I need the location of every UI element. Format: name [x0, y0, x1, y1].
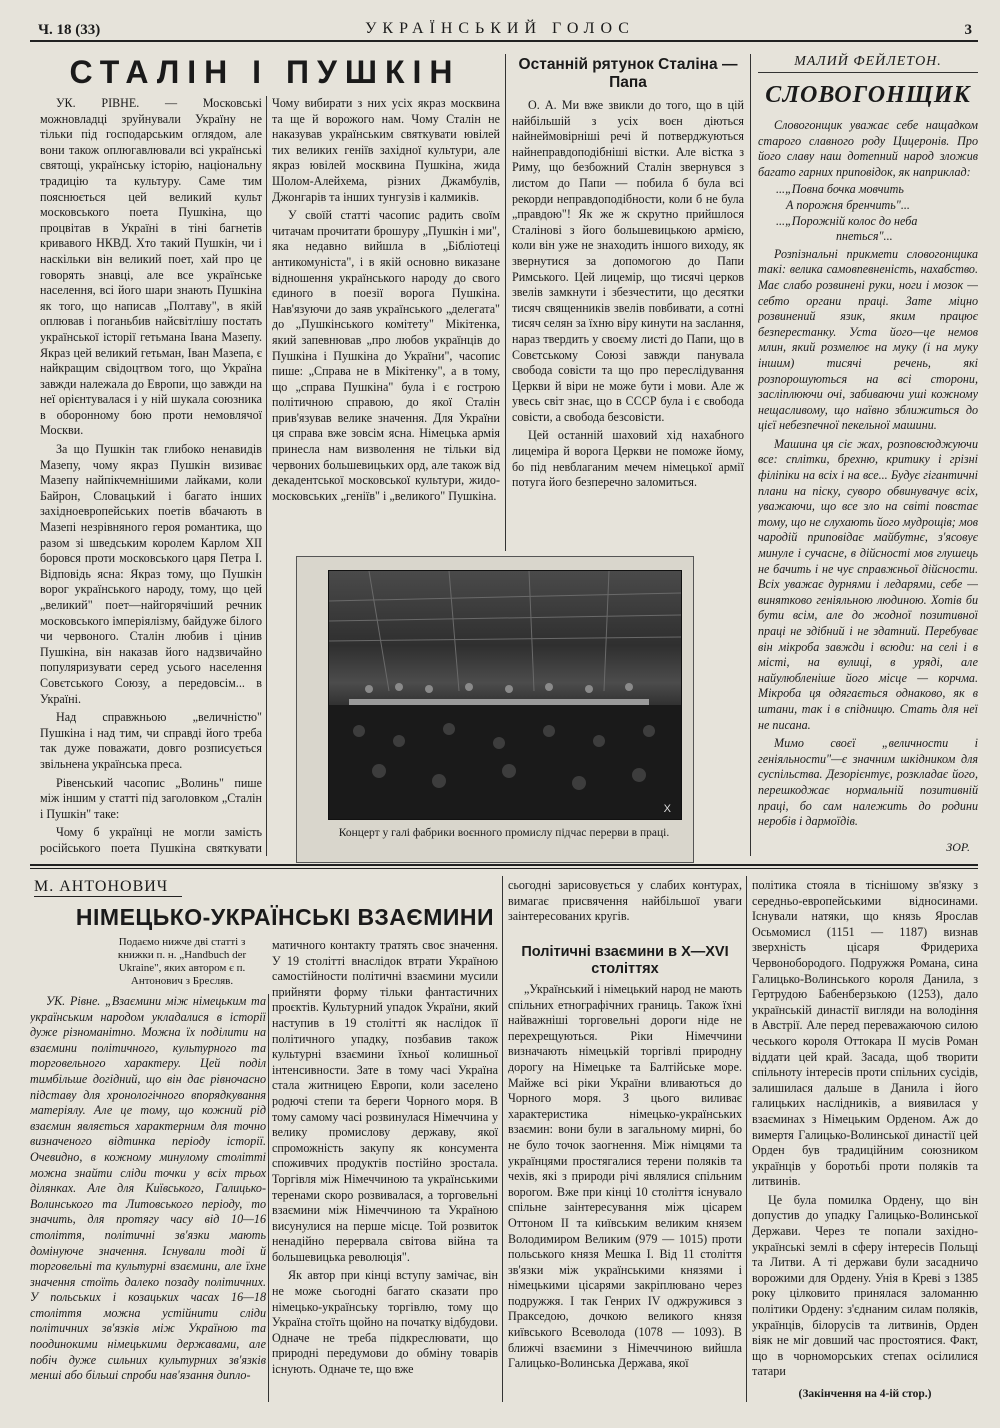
photo-mark: X	[663, 803, 671, 815]
paragraph: Мимо своєї „величности і геніяльности"—є значним шкідником для суспільства. Дезорієнтує, розкладає його, перешкоджає нормальній позитивній праці, бо сам належить до родини неробів і дармоїдів.	[758, 736, 978, 829]
sayings	[758, 182, 978, 244]
photo-illustration	[329, 571, 681, 819]
section-rule	[30, 864, 978, 866]
feuilleton-body	[758, 118, 978, 853]
relations-col3-top	[508, 878, 742, 926]
saying-line: ...„Повна бочка мовчить	[776, 182, 904, 197]
saying-line: А порожня бренчить"...	[786, 197, 910, 212]
paragraph: Чому вибирати з них усіх якраз москвина та ще й ворожого нам. Чому Сталін не наказував українським святкувати ювілей тих великих геніїв західної культури, але якраз ювілей москвина Пушкіна, жида Шолом-Алейхема, різних Джамбулів, Джонгарів та інших тунгузів і калмиків.	[272, 96, 500, 204]
paragraph: „Український і німецький народ не мають спільних етнографічних границь. Також їхні найважніші торговельні дороги ніде не перехрещуються. Ріки Німеччини визначають німецькій торгівлі природну дорогу на Німецьке та Балтійське море. Майже всі ріки України вливаються до Чорного моря. З цього виливає характеристика німецько-українських взаємин: вони були в загальному мирні, бо не було точок заогнення. Між німцями та українцями простягалися терени поляків та чехів, які з природи річі являлися спільним ворогом. Вже при кінці 10 століття існувало спільне заінтересування між цісарем Оттоном II та київським великим князем Володимиром Великим (979 — 1015) проти польського князя Мешка I. Від 11 століття зв'язки між українськими князями і німецькими цісарями закріплювано через подружжя. І так Генрих IV оджружився з Пракседою, дочкою великого князя київського Всеволода (1078 — 1093). В ближчі взаємини з Німеччиною вийшла Галицько-Волинська Держава, якої	[508, 982, 742, 1371]
column-divider	[750, 54, 751, 856]
column-divider	[266, 96, 267, 856]
feuilleton-signature: ЗОР.	[946, 840, 970, 854]
page-number: 3	[964, 22, 972, 38]
paragraph: Як автор при кінці вступу замічає, він не може сьогодні багато сказати про німецько-українську торгівлю, тому що Україна стоїть щойно на початку відбудови. Одначе не треба підкреслювати, що природні передумови до обміну товарів існують. Одначе те, що вже	[272, 1268, 498, 1377]
paragraph: Це була помилка Ордену, що він допустив до упадку Галицько-Волинської Держави. Через те попали західно-українські землі в сферу інтересів Польщі та Литви. А ті держави були засадничо ворожими для Ордену. Унія в Креві з 1385 року цілковито принялася заломанню політики Ордену: з'єднаним силам поляків, українців, білорусів та литвинів, Орден віяк не міг довший час простоятися. Факт, що в чорноморських степах осілилися татари	[752, 1192, 978, 1379]
paragraph: Цей останній шаховий хід нахабного лицеміра й ворога Церкви не поможе йому, бо під невблаганим мечем німецької армії потуга його безперечно заломиться.	[512, 428, 744, 490]
header-rule	[30, 40, 978, 42]
stalin-pushkin-col1	[40, 96, 262, 856]
last-rescue-body	[512, 98, 744, 552]
issue-number: Ч. 18 (33)	[38, 22, 101, 38]
paragraph: УК. Рівне. „Взаємини між німецьким та українським народом укладалися в історії дуже різноманітно. Можна їх поділити на взаємини політичного, культурного та торговельного характеру. Цей поділ тимбільше догідний, що він дає рівночасно підставу для хронологічного впорядкування матеріялу. Але це тому, що кожний рід взаємин являється характерним для точно визначеного відтинка періоду історії. Очевидно, в кожному минулому столітті можна знайти сліди точки у всіх трьох ділянках. Але для Київського, Галицько-Волинського та Литовського періоду, то значить, для протягу часу від 10—16 століття, політичні зв'язки мають домінуюче значення. Існували тоді й торговельні та культурні взаємини, але їхне значення стоїть далеко позаду політичних. У польських і козацьких часах 16—18 століття можна устійнити сліди політичних зв'язків між Україною та поодинокими німецькими державами, але побіч дуже сильних культурних зв'язків менші або більші спроби нав'язання дипло-	[30, 994, 266, 1383]
paragraph: Рівенський часопис „Волинь" пише між іншим у статті під заголовком „Сталін і Пушкін" таке:	[40, 775, 262, 821]
section-rule	[30, 868, 978, 869]
photo-caption: Концерт у галі фабрики воєнного промислу підчас перерви в праці.	[338, 827, 670, 839]
relations-col2	[272, 938, 498, 1402]
paragraph: Чому б українці не могли замість російського поета Пушкіна святкувати	[40, 825, 262, 855]
paragraph: У своїй статті часопис радить своїм читачам прочитати брошуру „Пушкін і ми", яка недавно вийшла в „Бібліотеці антикомуніста", і в якій основно виказане відношення українського народу до свого єдиного в поезії ворога Пушкіна. Нав'язуючи до заяв українського „делегата" до „Пушкінського комітету" Мікітенка, який запевнював „про любов українців до Пушкіна і Пушкіна до України", часопис пише: „Справа не в Мікітенку", а в тому, що „справа Пушкіна" була і є гострою політичною справою, до якої Сталін прив'язував велике значення. Для України ця справа вже зовсім ясна. Німецька армія принесла нам визволення не тільки від червоних большевицьких орд, але також від декадентської московської культури, жидо-московських „геніїв" і „великого" Пушкіна.	[272, 208, 500, 503]
paragraph: УК. РІВНЕ. — Московські можновладці зруйнували Україну не тільки під господарським оглядом, але вони також оплюгавлювали всі українські святощі, українську історію, національну традицію та культуру. Саме тим пояснюється цей великий культ московського поета Пушкіна, що процвітав в Україні в тіні багнетів кривавого НКВД. Хто такий Пушкін, чи і наскільки він великий поет, хай про це говорять знавці, але все українське населення, всі його шари знають Пушкіна як того, що написав „Полтаву", в якій оплював і поганьбив найсвітлішу постать української історії гетьмана Івана Мазепу. Якраз цей великий гетьман, Іван Мазепа, є найкращим свідоцтвом того, що Україна завжди належала до Европи, що завжди на неї орієнтувалася і у ній шукала союзника в оборонному бою проти немовлячої Москви.	[40, 96, 262, 438]
paper-name: УКРАЇНСЬКИЙ ГОЛОС	[365, 20, 635, 37]
concert-photo	[328, 570, 682, 820]
paragraph: За що Пушкін так глибоко ненавидів Мазепу, чому якраз Пушкін визиває Мазепу найпікчемнішими лайками, коли Байрон, Словацький і багато інших західноевропейських поетів вбачають в Мазепі незрівняного героя романтика, що разом зі шведським королем Карлом XII боровся проти московського царя Петра І. Відповідь ясна: Якраз тому, що Пушкін ворог українського народу, тому, що цей „великий" поет—найгорячіший речник московського імперіялізму, байдуже білого чи червоного. Сталін любив і цінив Пушкіна, він наказав його надзвичайно популяризувати серед усього населення Совєтського Союзу, а передовсім... в Україні.	[40, 442, 262, 706]
continued-note: (Закінчення на 4-ій стор.)	[798, 1388, 932, 1400]
paragraph: сьогодні зарисовується у слабих контурах, вимагає присвячення найбільшої уваги заінтересованих кругів.	[508, 878, 742, 924]
paragraph: Машина ця сіє жах, розповсюджуючи все: сплітки, брехню, критику і грізні філіпіки на всіх і на все... Будує гігантичні плани на піску, суворо обвинувачує всіх, уважаючи, що все зло на світі повстає тому, що не слухають його мудрощів; мов чародій приповідає майбутнє, з'ясовує минуле і сучасне, в дійсності мов глушець не бачить і не чує справжньої дійсности. Всіх уважає дурнями і ледарями, себе — винятково геніяльною людиною. Хотів би бути всім, але до жодної позитивної праці не здібний і не здатний. Перебуває він мікроба завжди і всюди: на селі і в місті, на вулиці, в уряді, але найулюбленіше його місце — корчма. Мікроба ця одягається однаково, як в штани, так і в спідницю. Стать для неї не писана.	[758, 436, 978, 732]
column-divider	[268, 994, 269, 1402]
paragraph: О. А. Ми вже звикли до того, що в цій найбільшій з усіх воєн діються найнеймовірніші речі й потверджуються найнеправдоподібніші вістки. Але вістка з Риму, що безбожний Сталін звернувся з листом до Папи — побила б була всі рекорди неправдоподібности, коли б не була „правдою"! Як же ж скрутно прийшлося Сталінові з його большевицькою армією, коли він уже не знаходить іншого виходу, як звернутися за допомогою до Папи Римського. Цей лицемір, що тисячі церков звелів замкнути і збезчестити, що десятки тисяч священників звелів повбивати, а сотні тисяч селян за їхню віру кинути на заслання, нараз твердить у своєму листі до Папи, що в Совєтському Союзі завжди панувала свобода совісти та що про переслідування Церкви й віри не може бути і мови. Але ж увесь світ знає, що в СССР була і є свобода совісти, а свобода безсовісти.	[512, 98, 744, 424]
stalin-pushkin-title: СТАЛІН І ПУШКІН	[69, 54, 461, 90]
paragraph: Над справжньою „величністю" Пушкіна і над тим, чи справді його треба так дуже поважати, довго розписується звільнена українська преса.	[40, 710, 262, 771]
saying-line: ...„Порожній колос до неба	[776, 213, 918, 228]
feuilleton-title: СЛОВОГОНЩИК	[765, 82, 971, 108]
column-divider	[502, 876, 503, 1402]
relations-author: М. АНТОНОВИЧ	[34, 878, 182, 897]
paragraph: Словогонщик уважає себе нащадком старого славного роду Цицеронів. Про його славу наш дотепний народ зложив багато гарних приповідок, як наприклад:	[758, 118, 978, 179]
feuilleton-kicker: МАЛИЙ ФЕЙЛЕТОН.	[758, 54, 978, 73]
relations-note: Подаємо нижче дві статті з книжки п. н. „Handbuch der Ukraine", яких автором є п. Антонович з Бресляв.	[117, 936, 247, 987]
paragraph: матичного контакту тратять своє значення. У 19 столітті внаслідок втрати Україною самостійности політичні взаємини мусили прийняти форму тільки фантастичних проєктів. Культурний упадок України, який наступив в 19 столітті як наслідок її політичного упадку, позбавив також культурні взаємини їхньої колишньої інтенсивности. Зате в тому часі Україна стала житницею Европи, коли заселено родючі степи та береги Чорного моря. В тому самому часі розвинулася Німеччина у велику промислову державу, якої спроможність закупу як консумента споживчих продуктів постійно зростала. Торгівля між Німеччиною та українськими теренами скоро розвивалася, а торговельні взаємини між Німеччиною та Україною висунулися на перше місце. Той розвиток ненадійно перервала світова війна та большевицька революція".	[272, 938, 498, 1264]
last-rescue-title: Останній рятунок Сталіна — Папа	[518, 56, 738, 91]
stalin-pushkin-col2	[272, 96, 500, 551]
relations-title: НІМЕЦЬКО-УКРАЇНСЬКІ ВЗАЄМИНИ	[75, 904, 495, 930]
saying-line: пнеться"...	[836, 229, 893, 244]
column-divider	[746, 876, 747, 1402]
relations-col3	[508, 982, 742, 1402]
relations-col4	[752, 878, 978, 1382]
relations-subhead: Політичні взаємини в X—XVI століттях	[521, 944, 729, 977]
relations-col1	[30, 994, 266, 1402]
paragraph: Розпізнальні прикмети словогонщика такі: велика самовпевненість, нахабство. Має слабо розвинені руки, ноги і мозок — себто органи праці. Зате міцно розвинений язик, яким працює безперестанку. Уста його—це немов млин, який розмелює на муку (і на муку іншим) тисячі речень, які розпорошуються на всі сторони, засліплюючи очі, забиваючи уші кожному нещасливому, що наївно зближиться до цієї небезпечної пекельної машини.	[758, 246, 978, 433]
column-divider	[505, 54, 506, 551]
paragraph: політика стояла в тіснішому зв'язку з середньо-европейськими відносинами. Існували натяки, що князь Ярослав Осьмомисл (1151 — 1187) визнав зверхність цісаря Фридериха Червонобородого. Подружжя Романа, сина Галицько-Волинського короля Данила, з Гертрудою Бабенберзькою (1253), дало українській династії вигляди на володіння в Австрії. Але перед переважаючою силою чеського короля Оттокара II мусів Роман віддати цей край. Засада, щоб творити спільноту інтересів проти спільних сусідів, залишилася дальше в Данила і його галицьких наслідників, а виявилася у взаєминах з Німецьким Орденом. Аж до вимертя Галицько-Волинської династії цей Орден був традиційним союзником українців у боротьбі проти поляків та литвинів.	[752, 878, 978, 1189]
